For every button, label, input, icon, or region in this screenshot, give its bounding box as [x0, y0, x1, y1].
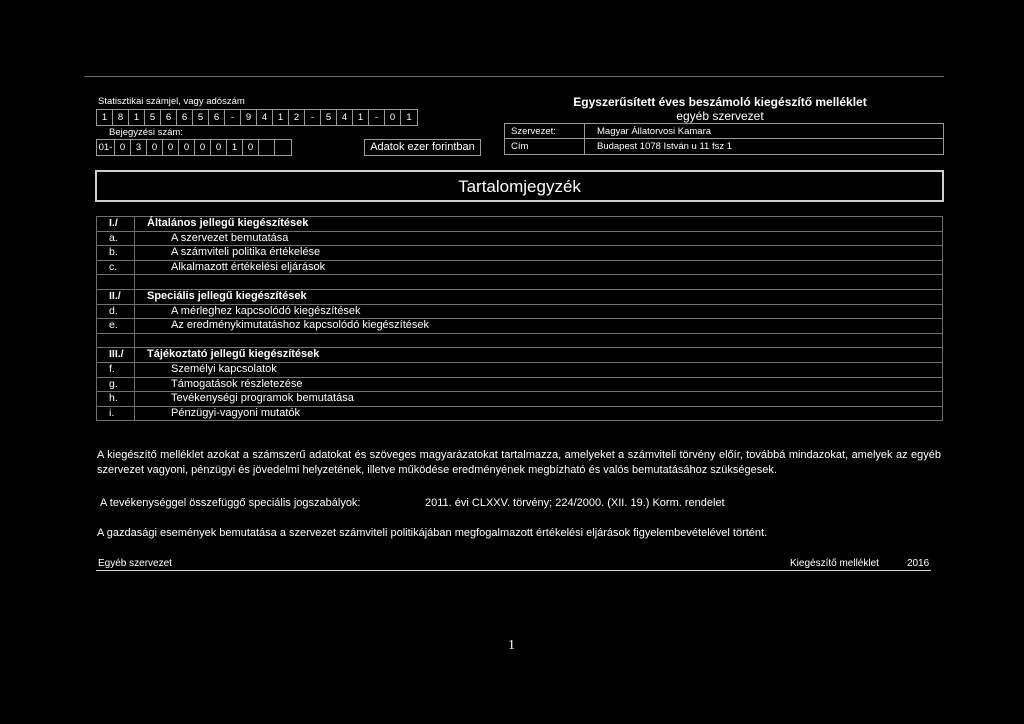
- registration-digit-cell: [259, 140, 275, 155]
- footer-left-text: Egyéb szervezet: [98, 558, 172, 569]
- toc-text: A mérleghez kapcsolódó kiegészítések: [171, 304, 361, 317]
- stat-digit-cell: 8: [113, 110, 129, 125]
- organization-info-table: [504, 123, 944, 155]
- toc-text: Alkalmazott értékelési eljárások: [171, 260, 326, 273]
- stat-digit-cell: 9: [241, 110, 257, 125]
- organization-label: Szervezet:: [505, 124, 585, 139]
- toc-text: Pénzügyi-vagyoni mutatók: [171, 406, 301, 419]
- toc-section-row: [97, 348, 942, 363]
- stat-number-label: Statisztikai számjel, vagy adószám: [98, 96, 245, 107]
- address-label: Cím: [505, 139, 585, 154]
- stat-digit-cell: -: [305, 110, 321, 125]
- toc-number: I./: [97, 217, 135, 231]
- special-laws-label: A tevékenységgel összefüggő speciális jogszabályok:: [100, 497, 361, 509]
- stat-digit-cell: 6: [161, 110, 177, 125]
- toc-number: b.: [97, 246, 135, 260]
- registration-digit-cell: 0: [195, 140, 211, 155]
- toc-text: Speciális jellegű kiegészítések: [147, 289, 307, 302]
- stat-digit-cell: 1: [129, 110, 145, 125]
- toc-number: e.: [97, 319, 135, 333]
- toc-item-row: [97, 392, 942, 407]
- registration-digit-cell: 0: [163, 140, 179, 155]
- toc-text: Tájékoztató jellegű kiegészítések: [147, 348, 320, 361]
- registration-digit-cell: 0: [147, 140, 163, 155]
- registration-number-digits: [96, 139, 292, 156]
- toc-text: A szervezet bemutatása: [171, 231, 289, 244]
- toc-number: III./: [97, 348, 135, 362]
- special-laws-value: 2011. évi CLXXV. törvény; 224/2000. (XII. 19.) Korm. rendelet: [425, 497, 725, 509]
- registration-digit-cell: [275, 140, 291, 155]
- toc-number: f.: [97, 363, 135, 377]
- registration-digit-cell: 0: [115, 140, 131, 155]
- toc-text: Az eredménykimutatáshoz kapcsolódó kiegészítések: [171, 319, 430, 332]
- toc-number: [97, 275, 135, 289]
- registration-digit-cell: 3: [131, 140, 147, 155]
- stat-digit-cell: 5: [145, 110, 161, 125]
- toc-text: Általános jellegű kiegészítések: [147, 217, 309, 229]
- toc-item-row: [97, 407, 942, 422]
- registration-digit-cell: 0: [243, 140, 259, 155]
- toc-text: Személyi kapcsolatok: [171, 362, 277, 375]
- document-title: Egyszerűsített éves beszámoló kiegészítő melléklet: [573, 95, 867, 109]
- stat-digit-cell: 6: [177, 110, 193, 125]
- toc-number: II./: [97, 290, 135, 304]
- toc-number: c.: [97, 261, 135, 275]
- registration-digit-cell: 1: [227, 140, 243, 155]
- stat-number-digits: [96, 109, 418, 126]
- document-subtitle: egyéb szervezet: [676, 109, 764, 123]
- toc-item-row: [97, 363, 942, 378]
- toc-number: i.: [97, 407, 135, 421]
- toc-item-row: [97, 246, 942, 261]
- currency-note: Adatok ezer forintban: [364, 139, 481, 156]
- toc-number: h.: [97, 392, 135, 406]
- stat-digit-cell: 5: [321, 110, 337, 125]
- toc-item-row: [97, 319, 942, 334]
- toc-number: g.: [97, 378, 135, 392]
- stat-digit-cell: -: [225, 110, 241, 125]
- footer-rule: [96, 570, 931, 571]
- toc-text: Tevékenységi programok bemutatása: [171, 392, 354, 405]
- stat-digit-cell: 2: [289, 110, 305, 125]
- events-paragraph: A gazdasági események bemutatása a szervezet számviteli politikájában megfogalmazott értékelési eljárások figyelembevételével történt.: [97, 527, 768, 539]
- registration-digit-cell: 0: [211, 140, 227, 155]
- stat-digit-cell: 6: [209, 110, 225, 125]
- toc-text: Támogatások részletezése: [171, 377, 303, 390]
- registration-prefix: 01-: [97, 140, 115, 155]
- stat-digit-cell: 4: [337, 110, 353, 125]
- toc-text: [135, 334, 942, 348]
- footer-year: 2016: [906, 558, 930, 569]
- address-value: Budapest 1078 István u 11 fsz 1: [597, 141, 733, 152]
- toc-blank-row: [97, 275, 942, 290]
- stat-digit-cell: -: [369, 110, 385, 125]
- toc-text: A számviteli politika értékelése: [171, 246, 321, 259]
- toc-number: a.: [97, 232, 135, 246]
- top-rule: [84, 76, 944, 77]
- toc-item-row: [97, 232, 942, 247]
- toc-section-row: [97, 217, 942, 232]
- registration-label: Bejegyzési szám:: [109, 127, 183, 138]
- toc-table: [96, 216, 943, 421]
- toc-item-row: [97, 378, 942, 393]
- stat-digit-cell: 1: [353, 110, 369, 125]
- toc-number: [97, 334, 135, 348]
- registration-digit-cell: 0: [179, 140, 195, 155]
- footer-right-text: [790, 558, 929, 569]
- stat-digit-cell: 4: [257, 110, 273, 125]
- stat-digit-cell: 1: [97, 110, 113, 125]
- footer-doc-name: Kiegészítő melléklet: [790, 558, 879, 569]
- toc-section-row: [97, 290, 942, 305]
- toc-blank-row: [97, 334, 942, 349]
- stat-digit-cell: 1: [406, 112, 412, 123]
- toc-title: Tartalomjegyzék: [95, 170, 944, 202]
- stat-digit-cell: 1: [273, 110, 289, 125]
- toc-item-row: [97, 305, 942, 320]
- stat-digit-cell: 5: [193, 110, 209, 125]
- organization-value: Magyar Állatorvosi Kamara: [585, 124, 943, 139]
- stat-digit-cell: 0: [385, 110, 401, 125]
- page-number: 1: [508, 638, 515, 653]
- toc-text: [135, 275, 942, 289]
- toc-item-row: [97, 261, 942, 276]
- intro-paragraph: A kiegészítő melléklet azokat a számszerű adatokat és szöveges magyarázatokat tartalmazza, amelyeket a számviteli törvény előír, továbbá mindazokat, amelyek az egyéb szervezet vagyoni, pénzügyi és jövedelmi helyzetének, illetve működése eredményének megbízható és valós bemutatásához szükségesek.: [97, 449, 941, 476]
- toc-number: d.: [97, 305, 135, 319]
